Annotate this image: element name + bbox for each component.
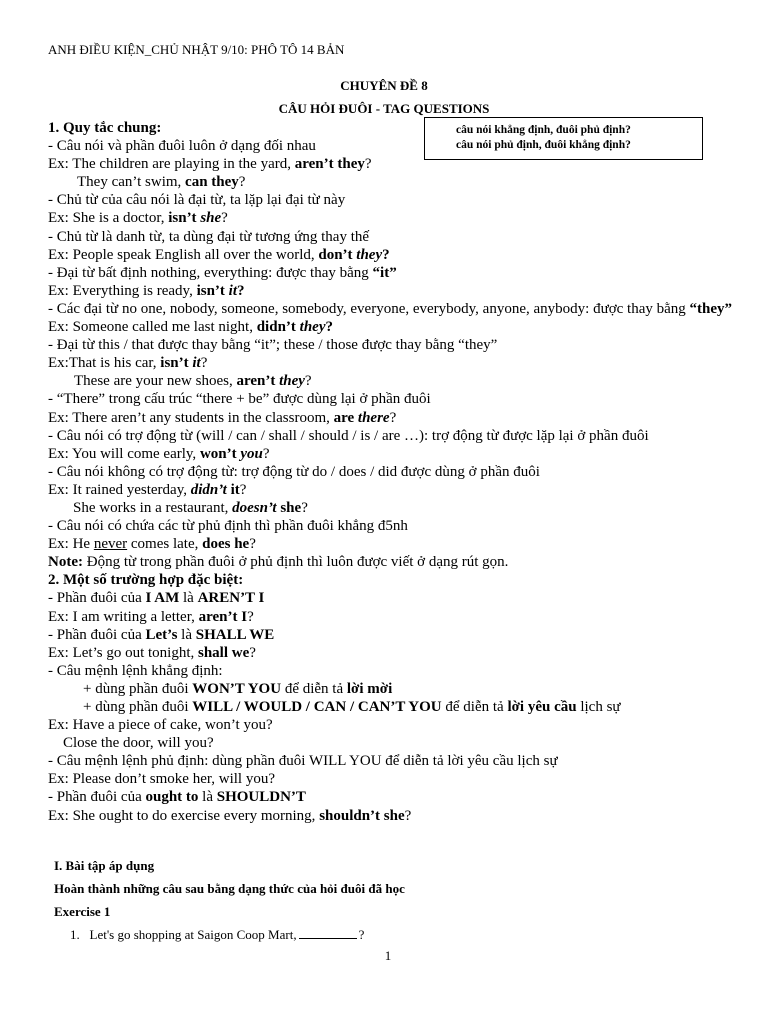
note-line: Note: Động từ trong phần đuôi ở phủ định thì luôn được viết ở dạng rút gọn. [48,554,509,571]
exercise-question [70,927,364,943]
rule-subline: + dùng phần đuôi WILL / WOULD / CAN / CAN’T YOU để diễn tả lời yêu cầu lịch sự [83,699,621,715]
rule-line: - Câu mệnh lệnh phủ định: dùng phần đuôi WILL YOU để diễn tả lời yêu cầu lịch sự [48,753,558,770]
example-line: Ex: He never comes late, does he? [48,536,256,553]
example-line: Close the door, will you? [63,735,214,752]
rule-line: - Đại từ bất định nothing, everything: được thay bằng “it” [48,264,397,281]
topic-title: CHUYÊN ĐỀ 8 [340,78,428,93]
rule-line: - Câu nói không có trợ động từ: trợ động từ do / does / did được dùng ở phần đuôi [48,463,540,480]
example-line: Ex: Let’s go out tonight, shall we? [48,644,256,661]
rule-line: - Phần đuôi của I AM là AREN’T I [48,590,265,607]
example-line: Ex: The children are playing in the yard, aren’t they? [48,156,372,173]
example-line: Ex:That is his car, isn’t it? [48,355,208,372]
rule-line: - Phần đuôi của Let’s là SHALL WE [48,626,275,643]
exercise-section-title: I. Bài tập áp dụng [54,858,155,873]
rule-line: - Chủ từ của câu nói là đại từ, ta lặp lại đại từ này [48,192,346,209]
topic-subtitle: CÂU HỎI ĐUÔI - TAG QUESTIONS [278,101,490,116]
question-number: 1. [70,927,80,942]
example-line: Ex: Everything is ready, isn’t it? [48,282,245,299]
exercise-instruction: Hoàn thành những câu sau bằng dạng thức của hỏi đuôi đã học [54,881,405,896]
question-mark: ? [358,927,365,942]
rule-line: - Câu nói và phần đuôi luôn ở dạng đối nhau [48,138,316,155]
example-line: Ex: There aren’t any students in the classroom, are there? [48,409,397,426]
example-line: She works in a restaurant, doesn’t she? [73,499,308,516]
example-line: Ex: Have a piece of cake, won’t you? [48,717,273,734]
rule-line: - Đại từ this / that được thay bằng “it”; these / those được thay bằng “they” [48,337,498,354]
rule-line: - Câu mệnh lệnh khẳng định: [48,662,223,679]
example-line: They can’t swim, can they? [77,174,246,191]
example-line: Ex: You will come early, won’t you? [48,445,270,462]
example-line: Ex: Please don’t smoke her, will you? [48,771,275,788]
rule-subline: + dùng phần đuôi WON’T YOU để diễn tả lời mời [83,680,393,697]
section-heading-general-rules: 1. Quy tắc chung: [48,120,162,136]
question-text: Let's go shopping at Saigon Coop Mart, [89,927,297,942]
example-line: Ex: I am writing a letter, aren’t I? [48,608,254,625]
rule-line: - Các đại từ no one, nobody, someone, somebody, everyone, everybody, anyone, anybody: được thay bằng “they” [48,300,733,317]
answer-blank [299,927,357,939]
rule-line: - Câu nói có trợ động từ (will / can / shall / should / is / are …): trợ động từ được lặp lại ở phần đuôi [48,427,649,444]
example-line: Ex: She is a doctor, isn’t she? [48,210,228,227]
document-header: ANH ĐIỀU KIỆN_CHỦ NHẬT 9/10: PHÔ TÔ 14 BẢN [48,42,345,57]
example-line: Ex: It rained yesterday, didn’t it? [48,481,247,498]
rule-summary-line: câu nói phủ định, đuôi khẳng định? [456,139,631,151]
lesson-body [48,119,738,825]
example-line: Ex: People speak English all over the world, don’t they? [48,246,390,263]
example-line: Ex: Someone called me last night, didn’t they? [48,319,333,336]
example-line: Ex: She ought to do exercise every morning, shouldn’t she? [48,807,412,824]
page-number: 1 [384,948,392,963]
rule-line: - “There” trong cấu trúc “there + be” được dùng lại ở phần đuôi [48,391,431,408]
section-heading-special-cases: 2. Một số trường hợp đặc biệt: [48,572,244,589]
rule-line: - Phần đuôi của ought to là SHOULDN’T [48,789,306,806]
rule-summary-line: câu nói khẳng định, đuôi phủ định? [456,124,631,136]
rule-line: - Câu nói có chứa các từ phủ định thì phần đuôi khẳng đ5nh [48,518,408,535]
rule-line: - Chủ từ là danh từ, ta dùng đại từ tương ứng thay thế [48,228,370,245]
exercise-heading: Exercise 1 [54,904,111,919]
example-line: These are your new shoes, aren’t they? [74,373,312,390]
